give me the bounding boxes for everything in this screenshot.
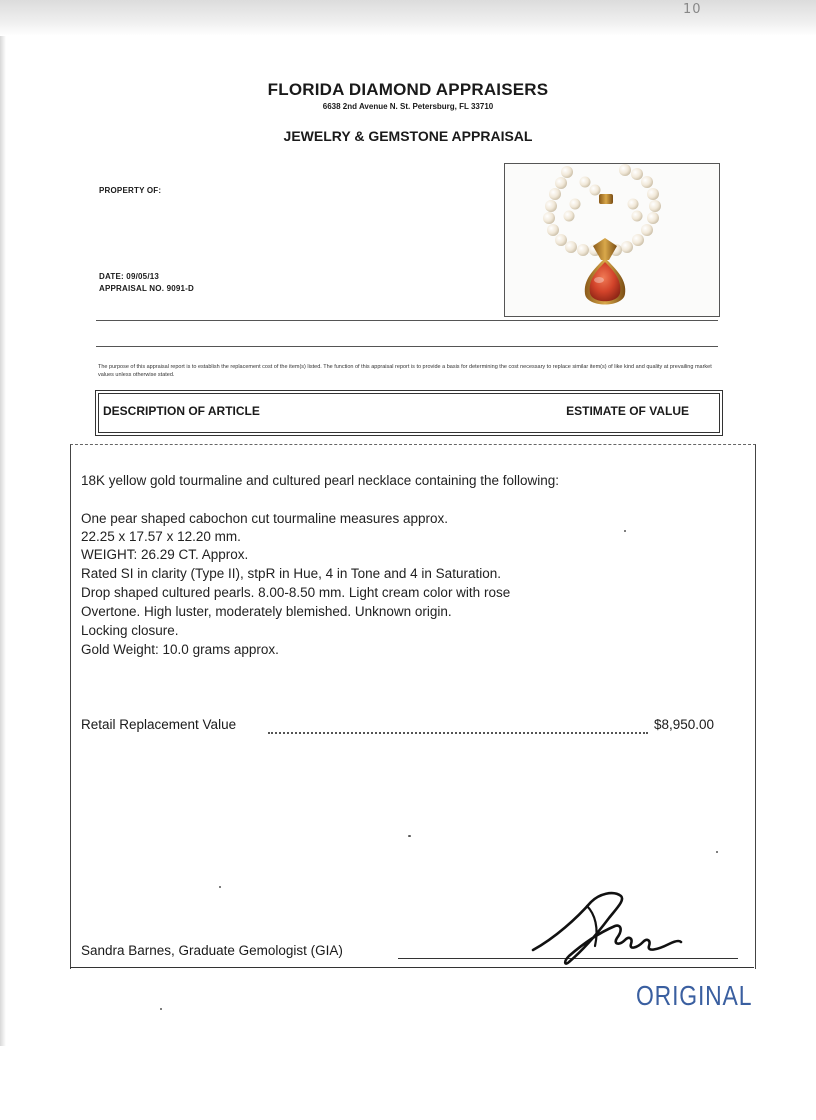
scan-speck [219, 886, 221, 888]
description-line: Overtone. High luster, moderately blemished. Unknown origin. [81, 604, 452, 619]
original-stamp: ORIGINAL [636, 980, 753, 1011]
company-name: FLORIDA DIAMOND APPRAISERS [267, 80, 549, 99]
table-header [95, 390, 723, 436]
divider-line [96, 346, 718, 347]
bottom-rule [70, 967, 754, 968]
appraisal-no-row [99, 284, 194, 293]
scan-speck [408, 835, 411, 837]
description-line: Drop shaped cultured pearls. 8.00-8.50 mm. Light cream color with rose [81, 585, 511, 600]
dot-leader [268, 720, 648, 734]
document-title: JEWELRY & GEMSTONE APPRAISAL [283, 128, 533, 144]
retail-value-amount: $8,950.00 [654, 717, 715, 732]
description-line: Gold Weight: 10.0 grams approx. [81, 642, 279, 657]
necklace-photo-icon [505, 164, 719, 316]
gemologist-name: Sandra Barnes, Graduate Gemologist (GIA) [81, 943, 343, 958]
description-line: Locking closure. [81, 623, 179, 638]
description-header: DESCRIPTION OF ARTICLE [103, 404, 260, 418]
description-line: Rated SI in clarity (Type II), stpR in Hue, 4 in Tone and 4 in Saturation. [81, 566, 501, 581]
retail-value-label: Retail Replacement Value [81, 717, 237, 732]
property-of-label: PROPERTY OF: [99, 186, 162, 195]
item-photo [504, 163, 720, 317]
purpose-statement: The purpose of this appraisal report is to establish the replacement cost of the item(s) listed. The function of this appraisal report is to provide a basis for determining the cost necessary to replace similar item(s) of like kind and quality at prevailing market values unless otherwise stated. [98, 364, 712, 378]
scan-speck [160, 1008, 162, 1010]
scan-shadow-left [0, 36, 6, 1046]
date-label: DATE: [99, 272, 124, 281]
appraisal-no-label: APPRAISAL NO. [99, 284, 165, 293]
date-value: 09/05/13 [126, 272, 160, 281]
description-line: One pear shaped cabochon cut tourmaline measures approx. [81, 511, 448, 526]
description-intro: 18K yellow gold tourmaline and cultured pearl necklace containing the following: [81, 473, 560, 488]
company-address: 6638 2nd Avenue N. St. Petersburg, FL 33710 [322, 102, 494, 111]
scan-speck [624, 530, 626, 532]
description-line: WEIGHT: 26.29 CT. Approx. [81, 547, 249, 562]
signature-icon [525, 888, 685, 968]
clasp [599, 194, 613, 204]
date-row [99, 272, 159, 281]
description-line: 22.25 x 17.57 x 12.20 mm. [81, 529, 241, 544]
appraisal-no-value: 9091-D [166, 284, 195, 293]
divider-line [96, 320, 718, 321]
estimate-header: ESTIMATE OF VALUE [566, 404, 689, 418]
page-mark: 10 [683, 2, 702, 17]
scan-speck [716, 851, 718, 853]
